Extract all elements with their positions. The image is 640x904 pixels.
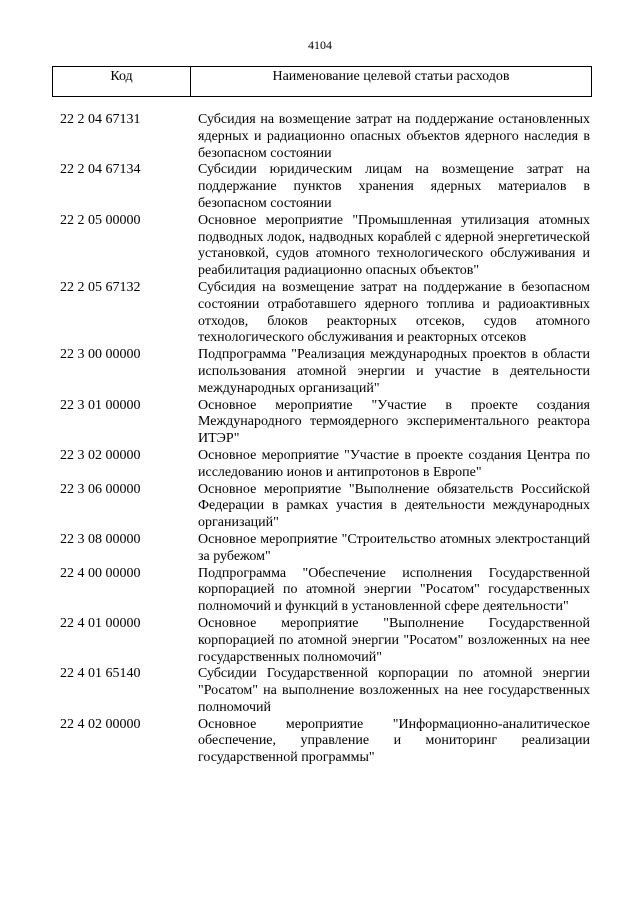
row-name: Основное мероприятие "Выполнение Государственной корпорацией по атомной энергии "Росатом" возложенных на нее государственных полномочий" xyxy=(198,615,590,665)
row-name: Основное мероприятие "Выполнение обязательств Российской Федерации в рамках участия в деятельности международных организаций" xyxy=(198,481,590,531)
row-code: 22 3 01 00000 xyxy=(60,397,141,413)
row-code: 22 4 02 00000 xyxy=(60,716,141,732)
table-row xyxy=(60,482,590,532)
table-row xyxy=(60,213,590,280)
table-header xyxy=(52,66,592,97)
row-name: Основное мероприятие "Информационно-аналитическое обеспечение, управление и мониторинг реализации государственной программы" xyxy=(198,716,590,766)
column-header-code: Код xyxy=(53,67,191,96)
column-header-name: Наименование целевой статьи расходов xyxy=(272,69,510,84)
table-row xyxy=(60,112,590,162)
table-row xyxy=(60,666,590,716)
table-row xyxy=(60,347,590,397)
row-code: 22 2 04 67131 xyxy=(60,112,141,127)
row-name: Основное мероприятие "Строительство атомных электростанций за рубежом" xyxy=(198,531,590,564)
row-code: 22 3 02 00000 xyxy=(60,447,141,463)
table-row xyxy=(60,398,590,448)
row-name: Подпрограмма "Реализация международных проектов в области использования атомной энергии и участие в деятельности международных организаций" xyxy=(198,347,590,396)
table-row xyxy=(60,280,590,347)
row-name: Субсидии Государственной корпорации по атомной энергии "Росатом" на выполнение возложенных на нее государственных полномочий xyxy=(198,666,590,715)
table-row xyxy=(60,162,590,212)
row-code: 22 2 05 67132 xyxy=(60,279,141,295)
row-name: Основное мероприятие "Участие в проекте создания Центра по исследованию ионов и антипротонов в Европе" xyxy=(198,447,590,480)
row-name: Основное мероприятие "Промышленная утилизация атомных подводных лодок, надводных кораблей с ядерной энергетической установкой, судов атомного технологического обслуживания и реабилитация радиационно опасных объектов" xyxy=(198,212,590,279)
row-code: 22 2 04 67134 xyxy=(60,162,141,178)
row-name: Субсидия на возмещение затрат на поддержание остановленных ядерных и радиационно опасных объектов ядерного наследия в безопасном состоянии xyxy=(198,112,590,161)
row-name: Субсидии юридическим лицам на возмещение затрат на поддержание пунктов хранения ядерных материалов в безопасном состоянии xyxy=(198,162,590,211)
row-code: 22 4 00 00000 xyxy=(60,565,141,581)
row-name: Основное мероприятие "Участие в проекте создания Международного термоядерного экспериментального реактора ИТЭР" xyxy=(198,397,590,447)
row-code: 22 3 06 00000 xyxy=(60,481,141,497)
row-name: Подпрограмма "Обеспечение исполнения Государственной корпорацией по атомной энергии "Росатом" государственных полномочий и функций в установленной сфере деятельности" xyxy=(198,565,590,615)
row-code: 22 3 08 00000 xyxy=(60,531,141,547)
table-row xyxy=(60,448,590,482)
table-row xyxy=(60,532,590,566)
table-row xyxy=(60,616,590,666)
row-code: 22 4 01 65140 xyxy=(60,666,141,682)
table-row xyxy=(60,717,590,767)
row-code: 22 4 01 00000 xyxy=(60,615,141,631)
table-row xyxy=(60,566,590,616)
row-code: 22 3 00 00000 xyxy=(60,347,141,363)
table-body xyxy=(60,112,590,767)
row-name: Субсидия на возмещение затрат на поддержание в безопасном состоянии отработавшего ядерного топлива и радиоактивных отходов, блоков реакторных отсеков, судов атомного технологического обслуживания и реакторных отсеков xyxy=(198,279,590,346)
row-code: 22 2 05 00000 xyxy=(60,212,141,228)
page-number: 4104 xyxy=(308,38,332,52)
